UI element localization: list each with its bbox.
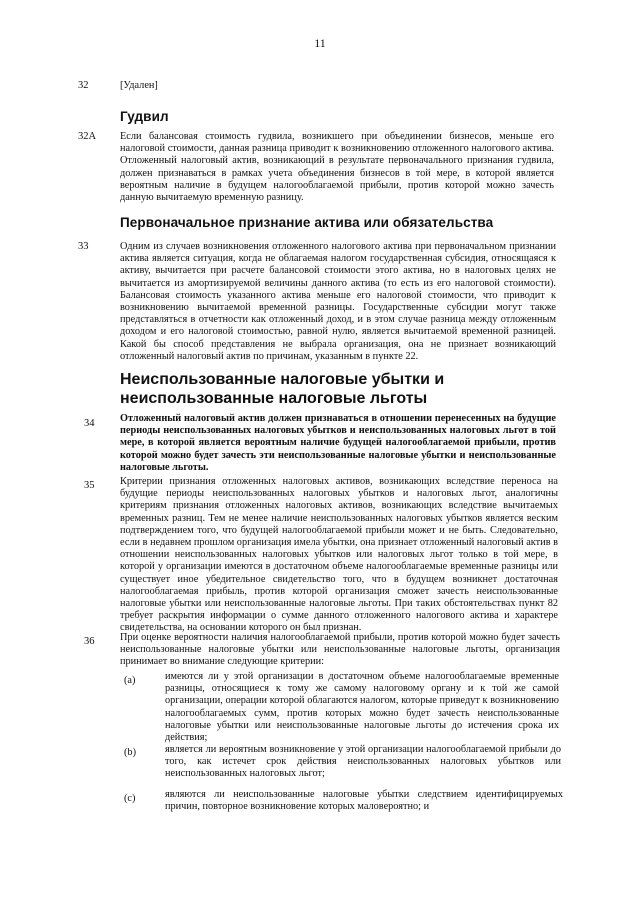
list-item-label: (b) [124, 747, 137, 758]
paragraph-32-text: [Удален] [120, 80, 158, 91]
paragraph-number-35: 35 [84, 480, 95, 491]
list-item-label: (a) [124, 675, 136, 686]
paragraph-number-34: 34 [84, 418, 95, 429]
heading-initial-recognition: Первоначальное признание актива или обязательства [120, 215, 494, 230]
paragraph-34-text: Отложенный налоговый актив должен признаваться в отношении перенесенных на будущие периоды неиспользованных налоговых убытков и неиспользованных налоговых льгот в той мере, в которой является вероятным наличие будущей налогооблагаемой прибыли, против которой можно будет зачесть эти неиспользованные налоговые убытки и неиспользованные налоговые льготы. [120, 413, 556, 473]
list-item-text: являются ли неиспользованные налоговые убытки следствием идентифицируемых причин, повторное возникновение которых маловероятно; и [165, 789, 563, 813]
paragraph-33-text: Одним из случаев возникновения отложенного налогового актива при первоначальном признании актива является ситуация, когда не облагаемая налогом государственная субсидия, относящаяся к активу, вычитается при расчете балансовой стоимости этого актива, но в налоговых целях не вычитается из амортизируемой величины данного актива (то есть из его налоговой стоимости). Балансовая стоимость указанного актива меньше его налоговой стоимости, что приводит к возникновению вычитаемой временной разницы. Государственные субсидии могут также представляться в отчетности как отложенный доход, и в этом случае разница между отложенным доходом и его налоговой стоимостью, равной нулю, является вычитаемой временной разницей. Какой бы способ представления не выбрала организация, она не признает возникающий отложенный налоговый актив по причинам, указанным в пункте 22. [120, 241, 556, 362]
paragraph-number-33: 33 [78, 241, 89, 252]
list-item-text: имеются ли у этой организации в достаточном объеме налогооблагаемые временные разницы, относящиеся к тому же самому налоговому органу и к той же самой организации, операции которой облагаются налогом, которые приведут к возникновению налогооблагаемых сумм, против которых можно будет зачесть неиспользованные налоговые убытки или неиспользованные налоговые льготы до истечения срока их действия; [165, 671, 559, 744]
paragraph-32a-text: Если балансовая стоимость гудвила, возникшего при объединении бизнесов, меньше его налоговой стоимости, данная разница приводит к возникновению отложенного налогового актива. Отложенный налоговый актив, возникающий в результате первоначального признания гудвила, должен признаваться в рамках учета объединения бизнесов в той мере, в которой является вероятным наличие в будущем налогооблагаемой прибыли, против которой можно зачесть данную вычитаемую временную разницу. [120, 131, 554, 204]
heading-goodwill: Гудвил [120, 109, 169, 124]
paragraph-number-36: 36 [84, 636, 95, 647]
paragraph-36-text: При оценке вероятности наличия налогооблагаемой прибыли, против которой можно будет зачесть неиспользованные налоговые убытки или неиспользованные налоговые льготы, организация принимает во внимание следующие критерии: [120, 632, 560, 668]
list-item-text: является ли вероятным возникновение у этой организации налогооблагаемой прибыли до того, как истечет срок действия неиспользованных налоговых убытков или неиспользованных налоговых льгот; [165, 744, 561, 780]
paragraph-number-32a: 32A [78, 131, 97, 142]
heading-unused-tax-losses: Неиспользованные налоговые убытки и неиспользованные налоговые льготы [120, 371, 445, 407]
paragraph-35-text: Критерии признания отложенных налоговых активов, возникающих вследствие переноса на будущие периоды неиспользованных налоговых убытков и налоговых льгот, аналогичны критериям признания отложенных налоговых активов, возникающих вследствие вычитаемых временных разниц. Тем не менее наличие неиспользованных налоговых убытков является веским подтверждением того, что будущей налогооблагаемой прибыли может и не быть. Следовательно, если в недавнем прошлом организация имела убытки, она признает отложенный налоговый актив в отношении неиспользованных налоговых убытков или налоговых льгот только в той мере, в которой у организации имеются в достаточном объеме налогооблагаемые временные разницы или существует иное убедительное свидетельство того, что в будущем возникнет достаточная налогооблагаемая прибыль, против которой организация сможет зачесть неиспользованные налоговые убытки или неиспользованные налоговые льготы. При таких обстоятельствах пункт 82 требует раскрытия информации о сумме данного отложенного налогового актива и характере свидетельства, на основании которого он был признан. [120, 476, 558, 634]
list-item-label: (c) [124, 793, 136, 804]
page-number: 11 [314, 36, 326, 50]
paragraph-number-32: 32 [78, 80, 89, 91]
